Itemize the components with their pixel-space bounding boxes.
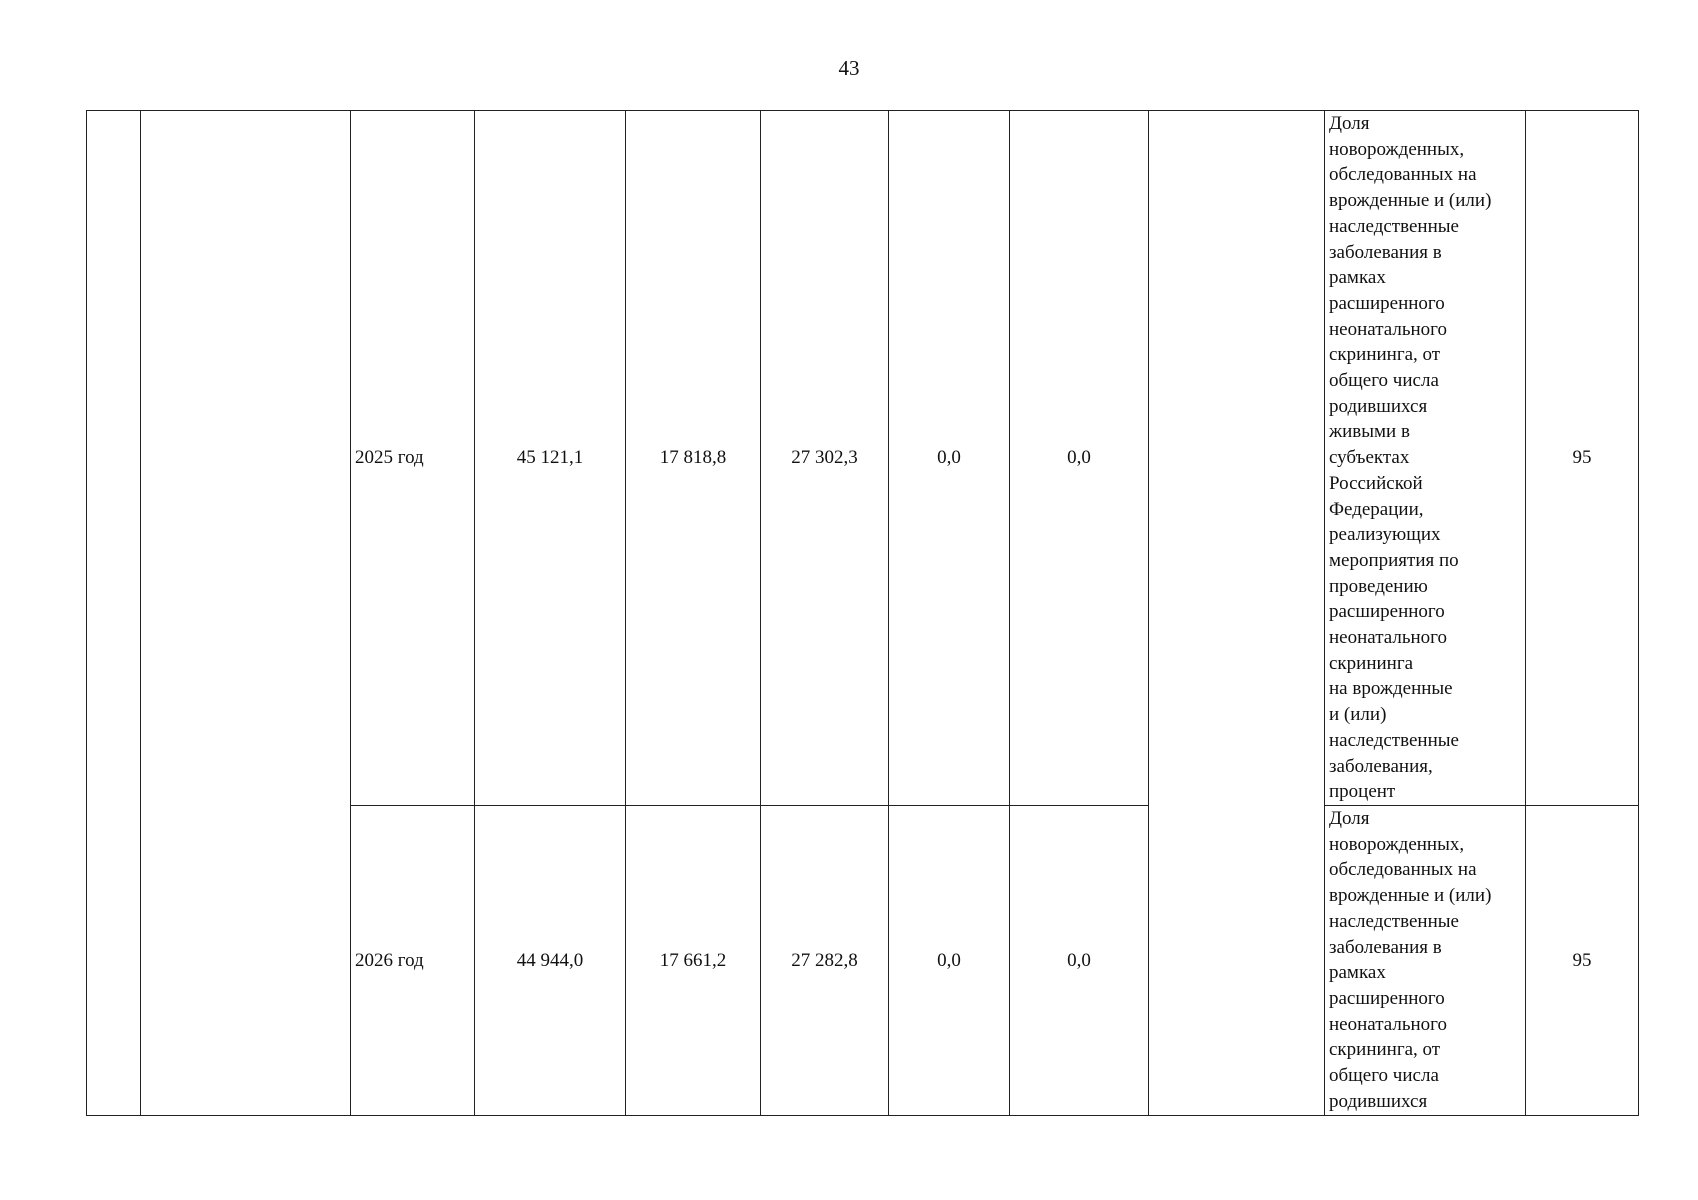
amount-cell: 27 282,8 xyxy=(761,805,889,1115)
indicator-value-cell: 95 xyxy=(1526,805,1639,1115)
amount-cell: 17 661,2 xyxy=(626,805,761,1115)
table-row xyxy=(87,111,1639,806)
amount-cell: 0,0 xyxy=(889,805,1010,1115)
name-cell xyxy=(141,111,351,1116)
data-table xyxy=(86,110,1639,1116)
amount-cell: 0,0 xyxy=(889,111,1010,806)
number-cell xyxy=(87,111,141,1116)
page-number: 43 xyxy=(838,56,860,80)
amount-cell: 27 302,3 xyxy=(761,111,889,806)
amount-cell: 0,0 xyxy=(1010,111,1149,806)
amount-cell: 0,0 xyxy=(1010,805,1149,1115)
indicator-cell: Доля новорожденных, обследованных на врожденные и (или) наследственные заболевания в рамках расширенного неонатального скрининга, от общего числа родившихся xyxy=(1325,805,1526,1115)
indicator-cell: Доля новорожденных, обследованных на врожденные и (или) наследственные заболевания в рамках расширенного неонатального скрининга, от общего числа родившихся живыми в субъектах Российской Федерации, реализующих мероприятия по проведению расширенного неонатального скрининга на врожденные и (или) наследственные заболевания, процент xyxy=(1325,111,1526,806)
indicator-value-cell: 95 xyxy=(1526,111,1639,806)
total-cell: 44 944,0 xyxy=(475,805,626,1115)
year-cell: 2026 год xyxy=(351,805,475,1115)
total-cell: 45 121,1 xyxy=(475,111,626,806)
year-cell: 2025 год xyxy=(351,111,475,806)
empty-cell xyxy=(1149,111,1325,1116)
amount-cell: 17 818,8 xyxy=(626,111,761,806)
